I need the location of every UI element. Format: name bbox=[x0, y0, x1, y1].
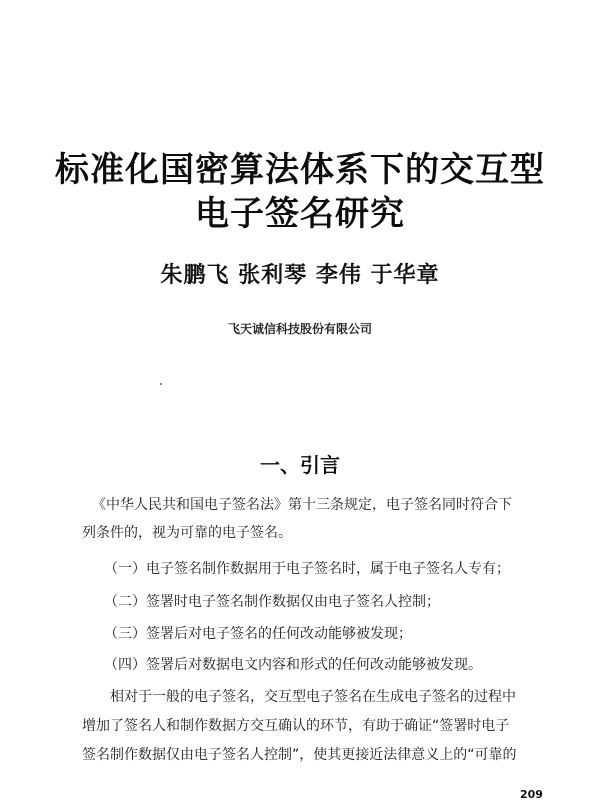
condition-item-3: （三）签署后对电子签名的任何改动能够被发现； bbox=[104, 626, 412, 642]
condition-item-2: （二）签署时电子签名制作数据仅由电子签名人控制； bbox=[104, 594, 440, 610]
intro-paragraph-line-1: 《中华人民共和国电子签名法》第十三条规定，电子签名同时符合下 bbox=[92, 497, 512, 513]
page-number: 209 bbox=[520, 788, 543, 801]
body-paragraph-line-1: 相对于一般的电子签名，交互型电子签名在生成电子签名的过程中 bbox=[110, 689, 516, 705]
paper-title-line-2: 电子签名研究 bbox=[195, 194, 405, 234]
condition-item-1: （一）电子签名制作数据用于电子签名时，属于电子签名人专有； bbox=[104, 561, 510, 577]
author-affiliation: 飞天诚信科技股份有限公司 bbox=[227, 322, 372, 336]
body-paragraph-line-3: 签名制作数据仅由电子签名人控制”，使其更接近法律意义上的“可靠的 bbox=[82, 747, 517, 763]
condition-item-4: （四）签署后对数据电文内容和形式的任何改动能够被发现。 bbox=[104, 657, 482, 673]
intro-paragraph-line-2: 列条件的，视为可靠的电子签名。 bbox=[82, 525, 292, 541]
author-list: 朱鹏飞 张利琴 李伟 于华章 bbox=[160, 263, 440, 288]
body-paragraph-line-2: 增加了签名人和制作数据方交互确认的环节，有助于确证“签署时电子 bbox=[82, 718, 510, 734]
section-heading-introduction: 一、引言 bbox=[260, 452, 340, 477]
paper-title-line-1: 标准化国密算法体系下的交互型 bbox=[55, 150, 545, 190]
scan-speck bbox=[160, 383, 162, 385]
